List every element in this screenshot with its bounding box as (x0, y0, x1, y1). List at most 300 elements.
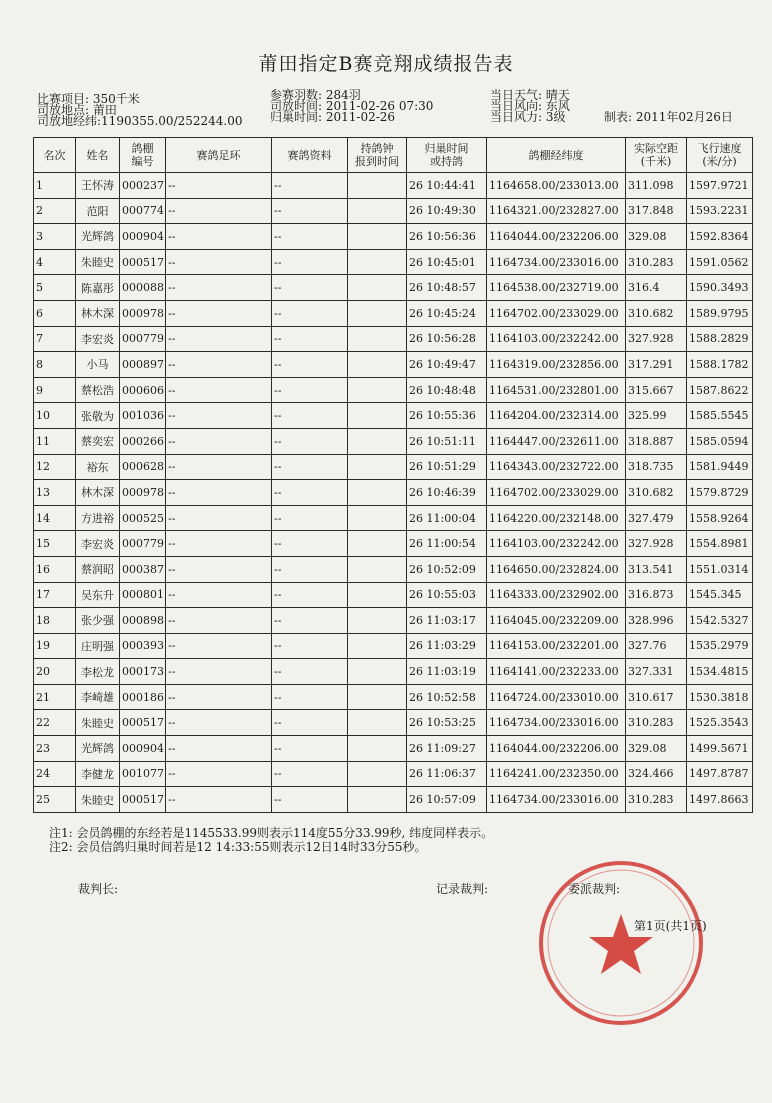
cell-ring: -- (166, 377, 272, 403)
cell-coords: 1164321.00/232827.00 (487, 198, 626, 224)
cell-loft-id: 000779 (120, 326, 166, 352)
footnotes (49, 826, 493, 854)
cell-pigeon-info: -- (272, 608, 348, 634)
cell-coords: 1164650.00/232824.00 (487, 556, 626, 582)
table-header-row (34, 138, 753, 173)
table-row (34, 352, 753, 378)
cell-rank: 12 (34, 454, 76, 480)
cell-coords: 1164702.00/233029.00 (487, 300, 626, 326)
cell-coords: 1164734.00/233016.00 (487, 710, 626, 736)
cell-speed: 1558.9264 (687, 505, 753, 531)
cell-distance: 315.667 (626, 377, 687, 403)
cell-name: 朱睦史 (76, 787, 120, 813)
cell-ring: -- (166, 659, 272, 685)
cell-coords: 1164044.00/232206.00 (487, 224, 626, 250)
cell-speed: 1579.8729 (687, 480, 753, 506)
cell-coords: 1164319.00/232856.00 (487, 352, 626, 378)
cell-arrival-time: 26 11:03:19 (407, 659, 487, 685)
cell-name: 光辉鸽 (76, 736, 120, 762)
cell-speed: 1588.1782 (687, 352, 753, 378)
info-entries: 参赛羽数: 284羽 (270, 88, 361, 102)
info-release-site: 司放地点: 莆田 (37, 103, 117, 117)
cell-speed: 1497.8663 (687, 787, 753, 813)
cell-name: 光辉鸽 (76, 224, 120, 250)
cell-clock-time (348, 352, 407, 378)
table-row (34, 224, 753, 250)
cell-speed: 1530.3818 (687, 684, 753, 710)
cell-clock-time (348, 326, 407, 352)
cell-clock-time (348, 505, 407, 531)
info-wind-direction: 当日风向: 东风 (490, 99, 570, 113)
footnote-2: 注2: 会员信鸽归巢时间若是12 14:33:55则表示12日14时33分55秒。 (49, 840, 427, 854)
cell-distance: 324.466 (626, 761, 687, 787)
cell-speed: 1535.2979 (687, 633, 753, 659)
cell-name: 李宏炎 (76, 326, 120, 352)
cell-pigeon-info: -- (272, 736, 348, 762)
cell-name: 王怀涛 (76, 173, 120, 199)
cell-pigeon-info: -- (272, 454, 348, 480)
cell-pigeon-info: -- (272, 275, 348, 301)
cell-distance: 329.08 (626, 224, 687, 250)
cell-loft-id: 000606 (120, 377, 166, 403)
cell-pigeon-info: -- (272, 403, 348, 429)
cell-name: 张少强 (76, 608, 120, 634)
cell-arrival-time: 26 10:55:03 (407, 582, 487, 608)
cell-coords: 1164447.00/232611.00 (487, 428, 626, 454)
cell-clock-time (348, 608, 407, 634)
cell-rank: 3 (34, 224, 76, 250)
cell-speed: 1589.9795 (687, 300, 753, 326)
cell-arrival-time: 26 11:03:17 (407, 608, 487, 634)
table-row (34, 787, 753, 813)
cell-name: 蔡松浩 (76, 377, 120, 403)
cell-ring: -- (166, 275, 272, 301)
header-clock-time: 持鸽钟 报到时间 (348, 138, 407, 173)
cell-rank: 25 (34, 787, 76, 813)
cell-name: 范阳 (76, 198, 120, 224)
cell-distance: 317.291 (626, 352, 687, 378)
cell-ring: -- (166, 761, 272, 787)
cell-ring: -- (166, 352, 272, 378)
cell-pigeon-info: -- (272, 505, 348, 531)
cell-pigeon-info: -- (272, 224, 348, 250)
cell-pigeon-info: -- (272, 761, 348, 787)
info-column-2 (270, 90, 433, 123)
report-title: 莆田指定B赛竞翔成绩报告表 (258, 53, 514, 75)
cell-loft-id: 000904 (120, 224, 166, 250)
cell-speed: 1585.5545 (687, 403, 753, 429)
cell-arrival-time: 26 11:00:54 (407, 531, 487, 557)
cell-ring: -- (166, 198, 272, 224)
cell-name: 方进裕 (76, 505, 120, 531)
cell-rank: 4 (34, 249, 76, 275)
cell-rank: 17 (34, 582, 76, 608)
table-row (34, 300, 753, 326)
cell-speed: 1597.9721 (687, 173, 753, 199)
cell-pigeon-info: -- (272, 428, 348, 454)
info-column-1 (37, 94, 243, 127)
header-rank: 名次 (34, 138, 76, 173)
cell-arrival-time: 26 10:45:24 (407, 300, 487, 326)
cell-distance: 310.682 (626, 480, 687, 506)
cell-ring: -- (166, 582, 272, 608)
cell-coords: 1164103.00/232242.00 (487, 531, 626, 557)
cell-clock-time (348, 173, 407, 199)
cell-clock-time (348, 275, 407, 301)
cell-coords: 1164333.00/232902.00 (487, 582, 626, 608)
cell-coords: 1164724.00/233010.00 (487, 684, 626, 710)
cell-loft-id: 000237 (120, 173, 166, 199)
cell-loft-id: 001036 (120, 403, 166, 429)
cell-loft-id: 000525 (120, 505, 166, 531)
table-row (34, 454, 753, 480)
cell-speed: 1551.0314 (687, 556, 753, 582)
cell-ring: -- (166, 787, 272, 813)
cell-distance: 327.479 (626, 505, 687, 531)
table-row (34, 659, 753, 685)
header-name: 姓名 (76, 138, 120, 173)
cell-loft-id: 000088 (120, 275, 166, 301)
cell-loft-id: 000387 (120, 556, 166, 582)
cell-rank: 8 (34, 352, 76, 378)
table-row (34, 480, 753, 506)
cell-pigeon-info: -- (272, 684, 348, 710)
cell-name: 吴东升 (76, 582, 120, 608)
cell-loft-id: 000186 (120, 684, 166, 710)
cell-distance: 310.682 (626, 300, 687, 326)
cell-rank: 24 (34, 761, 76, 787)
table-row (34, 198, 753, 224)
table-row (34, 582, 753, 608)
cell-speed: 1585.0594 (687, 428, 753, 454)
cell-name: 裕东 (76, 454, 120, 480)
cell-arrival-time: 26 11:03:29 (407, 633, 487, 659)
info-made-date: 制表: 2011年02月26日 (604, 110, 733, 124)
cell-arrival-time: 26 10:45:01 (407, 249, 487, 275)
cell-rank: 22 (34, 710, 76, 736)
cell-speed: 1593.2231 (687, 198, 753, 224)
header-speed: 飞行速度 (米/分) (687, 138, 753, 173)
cell-arrival-time: 26 10:46:39 (407, 480, 487, 506)
cell-loft-id: 000801 (120, 582, 166, 608)
cell-speed: 1525.3543 (687, 710, 753, 736)
cell-clock-time (348, 659, 407, 685)
cell-arrival-time: 26 10:48:48 (407, 377, 487, 403)
cell-loft-id: 000898 (120, 608, 166, 634)
cell-pigeon-info: -- (272, 582, 348, 608)
cell-ring: -- (166, 556, 272, 582)
cell-distance: 318.735 (626, 454, 687, 480)
cell-name: 蔡奕宏 (76, 428, 120, 454)
cell-rank: 15 (34, 531, 76, 557)
cell-pigeon-info: -- (272, 659, 348, 685)
cell-rank: 16 (34, 556, 76, 582)
table-row (34, 761, 753, 787)
cell-ring: -- (166, 684, 272, 710)
cell-loft-id: 000978 (120, 300, 166, 326)
cell-ring: -- (166, 428, 272, 454)
cell-rank: 23 (34, 736, 76, 762)
cell-arrival-time: 26 10:55:36 (407, 403, 487, 429)
cell-speed: 1587.8622 (687, 377, 753, 403)
cell-speed: 1581.9449 (687, 454, 753, 480)
cell-name: 朱睦史 (76, 249, 120, 275)
cell-arrival-time: 26 10:48:57 (407, 275, 487, 301)
cell-name: 小马 (76, 352, 120, 378)
cell-rank: 14 (34, 505, 76, 531)
cell-clock-time (348, 633, 407, 659)
cell-coords: 1164531.00/232801.00 (487, 377, 626, 403)
recorder-signature-label: 记录裁判: (436, 882, 489, 896)
table-row (34, 736, 753, 762)
cell-pigeon-info: -- (272, 377, 348, 403)
cell-rank: 5 (34, 275, 76, 301)
cell-pigeon-info: -- (272, 633, 348, 659)
cell-clock-time (348, 480, 407, 506)
cell-clock-time (348, 761, 407, 787)
cell-arrival-time: 26 10:49:30 (407, 198, 487, 224)
table-row (34, 531, 753, 557)
table-row (34, 684, 753, 710)
cell-coords: 1164220.00/232148.00 (487, 505, 626, 531)
cell-pigeon-info: -- (272, 249, 348, 275)
cell-ring: -- (166, 736, 272, 762)
cell-arrival-time: 26 11:00:04 (407, 505, 487, 531)
cell-speed: 1534.4815 (687, 659, 753, 685)
cell-ring: -- (166, 224, 272, 250)
cell-clock-time (348, 736, 407, 762)
cell-speed: 1591.0562 (687, 249, 753, 275)
cell-name: 陈嘉彤 (76, 275, 120, 301)
cell-pigeon-info: -- (272, 480, 348, 506)
cell-distance: 318.887 (626, 428, 687, 454)
cell-name: 李松龙 (76, 659, 120, 685)
cell-rank: 9 (34, 377, 76, 403)
cell-speed: 1497.8787 (687, 761, 753, 787)
cell-loft-id: 000628 (120, 454, 166, 480)
cell-distance: 327.76 (626, 633, 687, 659)
header-coords: 鸽棚经纬度 (487, 138, 626, 173)
table-row (34, 633, 753, 659)
info-weather: 当日天气: 晴天 (490, 88, 570, 102)
cell-name: 李宏炎 (76, 531, 120, 557)
header-arrival-time: 归巢时间 或持鸽 (407, 138, 487, 173)
cell-name: 蔡润昭 (76, 556, 120, 582)
cell-distance: 313.541 (626, 556, 687, 582)
cell-distance: 310.617 (626, 684, 687, 710)
cell-loft-id: 001077 (120, 761, 166, 787)
cell-clock-time (348, 428, 407, 454)
table-row (34, 326, 753, 352)
table-row (34, 249, 753, 275)
cell-ring: -- (166, 710, 272, 736)
cell-distance: 316.873 (626, 582, 687, 608)
cell-arrival-time: 26 10:44:41 (407, 173, 487, 199)
cell-clock-time (348, 224, 407, 250)
cell-ring: -- (166, 480, 272, 506)
cell-coords: 1164343.00/232722.00 (487, 454, 626, 480)
cell-distance: 316.4 (626, 275, 687, 301)
cell-rank: 6 (34, 300, 76, 326)
info-release-coords: 司放地经纬:1190355.00/252244.00 (37, 114, 243, 128)
table-row (34, 173, 753, 199)
cell-pigeon-info: -- (272, 173, 348, 199)
cell-name: 朱睦史 (76, 710, 120, 736)
cell-ring: -- (166, 531, 272, 557)
cell-rank: 1 (34, 173, 76, 199)
cell-loft-id: 000517 (120, 710, 166, 736)
info-wind-force: 当日风力: 3级 (490, 110, 566, 124)
cell-clock-time (348, 249, 407, 275)
header-pigeon-info: 赛鸽资料 (272, 138, 348, 173)
cell-arrival-time: 26 10:56:36 (407, 224, 487, 250)
table-row (34, 275, 753, 301)
cell-arrival-time: 26 10:51:11 (407, 428, 487, 454)
cell-arrival-time: 26 10:56:28 (407, 326, 487, 352)
cell-name: 李健龙 (76, 761, 120, 787)
cell-distance: 310.283 (626, 787, 687, 813)
cell-pigeon-info: -- (272, 787, 348, 813)
cell-loft-id: 000779 (120, 531, 166, 557)
cell-coords: 1164734.00/233016.00 (487, 249, 626, 275)
info-column-3 (490, 90, 570, 123)
cell-rank: 10 (34, 403, 76, 429)
header-ring: 赛鸽足环 (166, 138, 272, 173)
cell-distance: 310.283 (626, 710, 687, 736)
cell-clock-time (348, 198, 407, 224)
cell-clock-time (348, 582, 407, 608)
table-row (34, 377, 753, 403)
cell-distance: 329.08 (626, 736, 687, 762)
cell-speed: 1554.8981 (687, 531, 753, 557)
cell-rank: 11 (34, 428, 76, 454)
cell-coords: 1164204.00/232314.00 (487, 403, 626, 429)
cell-coords: 1164658.00/233013.00 (487, 173, 626, 199)
table-row (34, 556, 753, 582)
cell-name: 林木深 (76, 300, 120, 326)
cell-arrival-time: 26 11:06:37 (407, 761, 487, 787)
cell-clock-time (348, 403, 407, 429)
cell-rank: 18 (34, 608, 76, 634)
cell-pigeon-info: -- (272, 352, 348, 378)
cell-distance: 311.098 (626, 173, 687, 199)
info-event: 比赛项目: 350千米 (37, 92, 140, 106)
cell-ring: -- (166, 249, 272, 275)
cell-ring: -- (166, 454, 272, 480)
cell-arrival-time: 26 10:49:47 (407, 352, 487, 378)
cell-loft-id: 000897 (120, 352, 166, 378)
cell-pigeon-info: -- (272, 556, 348, 582)
cell-coords: 1164702.00/233029.00 (487, 480, 626, 506)
cell-clock-time (348, 787, 407, 813)
table-row (34, 403, 753, 429)
cell-rank: 13 (34, 480, 76, 506)
footnote-1: 注1: 会员鸽棚的东经若是1145533.99则表示114度55分33.99秒, 纬度同样表示。 (49, 826, 494, 840)
table-row (34, 428, 753, 454)
cell-pigeon-info: -- (272, 326, 348, 352)
cell-clock-time (348, 531, 407, 557)
info-release-time: 司放时间: 2011-02-26 07:30 (270, 99, 434, 113)
cell-pigeon-info: -- (272, 300, 348, 326)
cell-ring: -- (166, 608, 272, 634)
cell-coords: 1164103.00/232242.00 (487, 326, 626, 352)
cell-rank: 19 (34, 633, 76, 659)
cell-arrival-time: 26 10:51:29 (407, 454, 487, 480)
results-table (33, 137, 753, 813)
cell-speed: 1592.8364 (687, 224, 753, 250)
cell-clock-time (348, 454, 407, 480)
cell-distance: 325.99 (626, 403, 687, 429)
cell-loft-id: 000517 (120, 787, 166, 813)
cell-speed: 1499.5671 (687, 736, 753, 762)
cell-pigeon-info: -- (272, 531, 348, 557)
cell-rank: 2 (34, 198, 76, 224)
cell-loft-id: 000774 (120, 198, 166, 224)
cell-distance: 317.848 (626, 198, 687, 224)
cell-rank: 20 (34, 659, 76, 685)
page-number: 第1页(共1页) (634, 919, 707, 933)
cell-coords: 1164044.00/232206.00 (487, 736, 626, 762)
cell-speed: 1545.345 (687, 582, 753, 608)
cell-name: 林木深 (76, 480, 120, 506)
cell-ring: -- (166, 173, 272, 199)
cell-coords: 1164241.00/232350.00 (487, 761, 626, 787)
cell-coords: 1164734.00/233016.00 (487, 787, 626, 813)
referee-signature-label: 裁判长: (78, 882, 119, 896)
table-row (34, 608, 753, 634)
cell-name: 张敬为 (76, 403, 120, 429)
cell-loft-id: 000266 (120, 428, 166, 454)
cell-loft-id: 000978 (120, 480, 166, 506)
cell-clock-time (348, 710, 407, 736)
delegate-signature-label: 委派裁判: (568, 882, 621, 896)
cell-coords: 1164153.00/232201.00 (487, 633, 626, 659)
cell-clock-time (348, 684, 407, 710)
cell-coords: 1164141.00/232233.00 (487, 659, 626, 685)
cell-pigeon-info: -- (272, 198, 348, 224)
cell-pigeon-info: -- (272, 710, 348, 736)
cell-distance: 327.331 (626, 659, 687, 685)
cell-rank: 7 (34, 326, 76, 352)
cell-clock-time (348, 300, 407, 326)
cell-distance: 310.283 (626, 249, 687, 275)
cell-rank: 21 (34, 684, 76, 710)
cell-arrival-time: 26 10:53:25 (407, 710, 487, 736)
cell-ring: -- (166, 300, 272, 326)
cell-coords: 1164538.00/232719.00 (487, 275, 626, 301)
cell-ring: -- (166, 403, 272, 429)
cell-name: 李崎雄 (76, 684, 120, 710)
cell-distance: 327.928 (626, 531, 687, 557)
cell-distance: 328.996 (626, 608, 687, 634)
cell-ring: -- (166, 505, 272, 531)
cell-arrival-time: 26 10:57:09 (407, 787, 487, 813)
cell-clock-time (348, 377, 407, 403)
cell-ring: -- (166, 326, 272, 352)
cell-arrival-time: 26 10:52:58 (407, 684, 487, 710)
table-row (34, 710, 753, 736)
cell-speed: 1590.3493 (687, 275, 753, 301)
cell-clock-time (348, 556, 407, 582)
cell-arrival-time: 26 10:52:09 (407, 556, 487, 582)
cell-loft-id: 000517 (120, 249, 166, 275)
official-seal-stamp (536, 858, 706, 1028)
header-distance: 实际空距 (千米) (626, 138, 687, 173)
cell-ring: -- (166, 633, 272, 659)
cell-name: 庄明强 (76, 633, 120, 659)
cell-distance: 327.928 (626, 326, 687, 352)
info-return-date: 归巢时间: 2011-02-26 (270, 110, 396, 124)
